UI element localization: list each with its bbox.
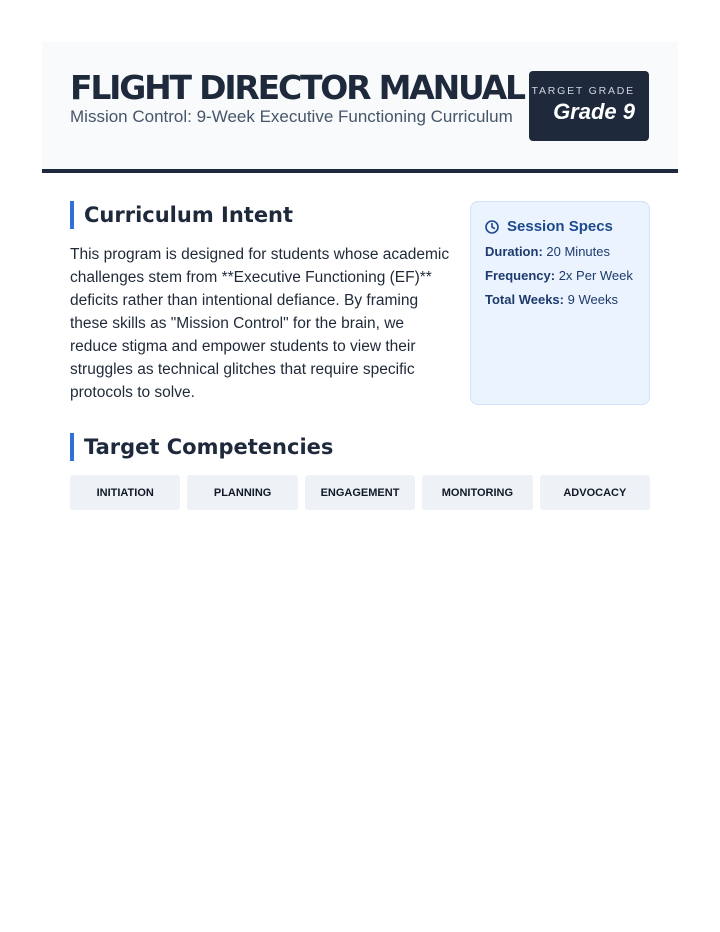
competency-chip-initiation: INITIATION	[70, 475, 180, 510]
session-specs-title: Session Specs	[507, 218, 613, 235]
header-divider	[42, 169, 678, 173]
spec-frequency-key: Frequency:	[485, 268, 556, 283]
clock-icon	[485, 220, 499, 234]
target-grade-value: Grade 9	[553, 99, 635, 124]
target-grade-badge	[529, 71, 649, 141]
target-grade-label: TARGET GRADE	[531, 85, 635, 97]
competency-chip-planning: PLANNING	[187, 475, 297, 510]
spec-frequency-value: 2x Per Week	[558, 268, 633, 283]
curriculum-intent-text: This program is designed for students whose academic challenges stem from **Executive Functioning (EF)** deficits rather than intentional defiance. By framing these skills as "Mission Control" for the brain, we reduce stigma and empower students to view their struggles as technical glitches that require specific protocols to solve.	[70, 246, 450, 401]
spec-duration	[485, 244, 635, 259]
page-subtitle: Mission Control: 9-Week Executive Functioning Curriculum	[70, 107, 513, 126]
spec-total-weeks-value: 9 Weeks	[567, 292, 618, 307]
spec-total-weeks-key: Total Weeks:	[485, 292, 564, 307]
session-specs-header	[485, 218, 635, 235]
curriculum-intent-heading: Curriculum Intent	[70, 201, 293, 229]
page-title: FLIGHT DIRECTOR MANUAL	[70, 68, 524, 107]
spec-duration-key: Duration:	[485, 244, 543, 259]
competency-list	[70, 475, 650, 510]
session-specs-card	[470, 201, 650, 405]
spec-frequency	[485, 268, 635, 283]
spec-total-weeks	[485, 292, 635, 307]
competency-chip-advocacy: ADVOCACY	[540, 475, 650, 510]
target-competencies-heading: Target Competencies	[70, 433, 333, 461]
spec-duration-value: 20 Minutes	[546, 244, 610, 259]
competency-chip-engagement: ENGAGEMENT	[305, 475, 415, 510]
competency-chip-monitoring: MONITORING	[422, 475, 532, 510]
